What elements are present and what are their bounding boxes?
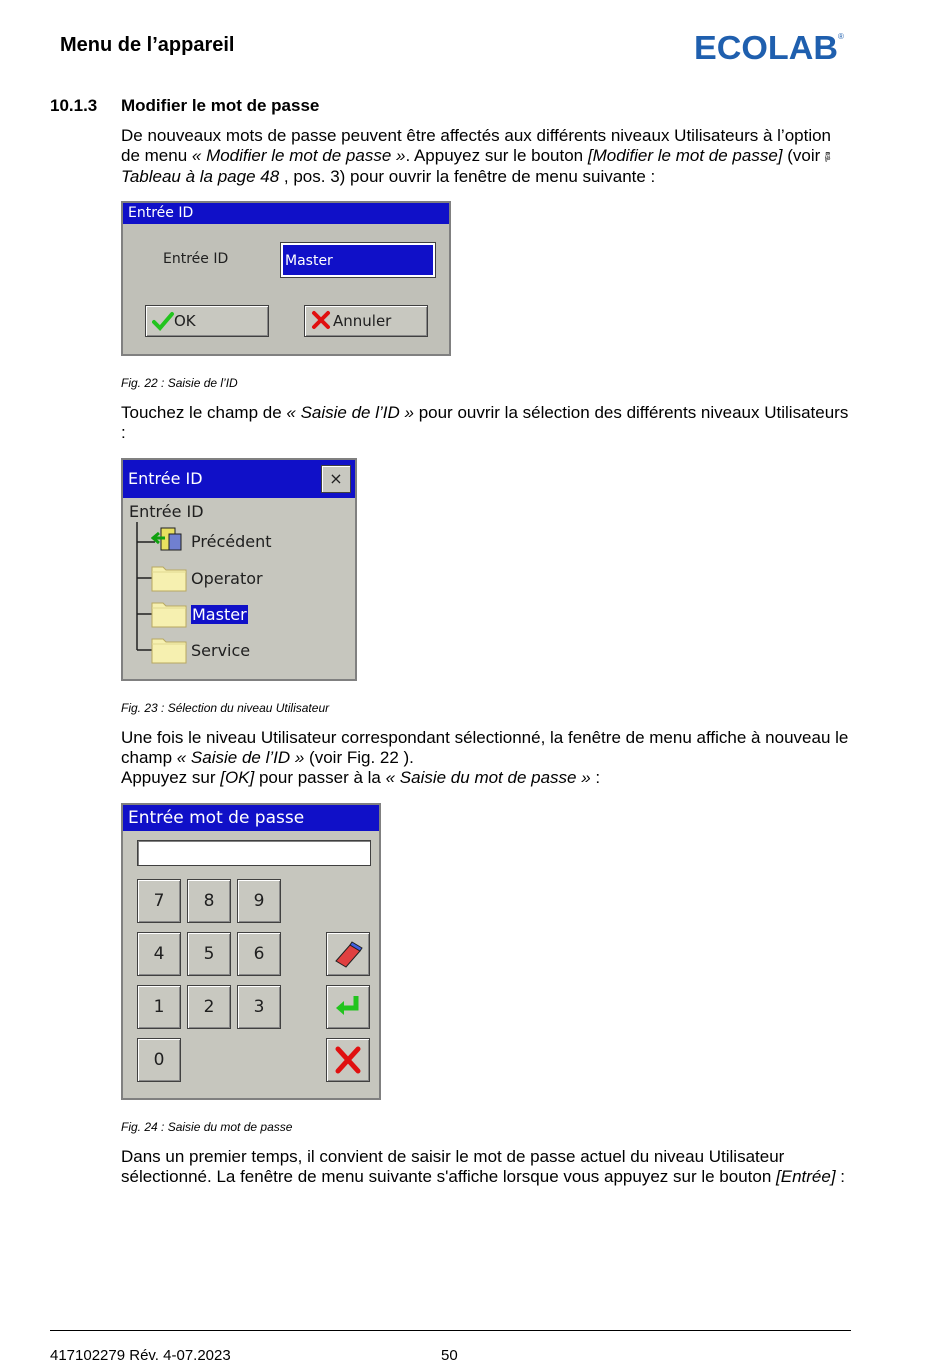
text-run: (voir — [782, 146, 826, 165]
text-run: , pos. 3) pour ouvrir la fenêtre de menu suivante : — [279, 167, 656, 186]
eraser-icon — [332, 939, 364, 969]
text-run: : — [835, 1167, 846, 1186]
italic-run: [Modifier le mot de passe] — [587, 146, 783, 165]
password-input[interactable] — [137, 840, 371, 866]
close-button[interactable]: × — [321, 465, 351, 493]
text-run: : — [590, 768, 601, 787]
close-x-icon — [332, 1045, 364, 1075]
id-entry-dialog — [121, 201, 451, 356]
user-level-dialog — [121, 458, 357, 681]
close-x-icon — [311, 310, 331, 330]
password-entry-dialog — [121, 803, 381, 1100]
paragraph-3 — [121, 728, 851, 788]
paragraph-4 — [121, 1147, 851, 1187]
svg-text:ECOLAB: ECOLAB — [694, 30, 838, 62]
folder-icon — [151, 634, 187, 664]
tree-item-master[interactable]: Master — [192, 605, 247, 624]
tree-item-service[interactable]: Service — [191, 641, 251, 660]
italic-run: « Modifier le mot de passe » — [191, 146, 406, 165]
key-2[interactable]: 2 — [187, 985, 231, 1029]
italic-run: « Saisie de l’ID » — [286, 403, 414, 422]
eraser-button[interactable] — [326, 932, 370, 976]
ecolab-logo-graphic — [694, 30, 844, 62]
tree-item-precedent[interactable]: Précédent — [191, 532, 272, 551]
reference-arrow-icon: 🖗 — [825, 149, 831, 164]
key-0[interactable]: 0 — [137, 1038, 181, 1082]
paragraph-2 — [121, 403, 851, 443]
key-9[interactable]: 9 — [237, 879, 281, 923]
key-8[interactable]: 8 — [187, 879, 231, 923]
id-entry-field[interactable]: Master — [281, 243, 435, 277]
cancel-button[interactable] — [326, 1038, 370, 1082]
document-reference: 417102279 Rév. 4-07.2023 — [50, 1347, 231, 1362]
cancel-button-label: Annuler — [333, 312, 392, 330]
enter-arrow-icon — [332, 992, 364, 1022]
dialog-title: Entrée ID — [123, 203, 449, 224]
text-run: De nouveaux mots de passe peuvent être affectés aux différents niveaux Utilisateurs à l’option de menu — [121, 126, 832, 165]
folder-icon — [151, 562, 187, 592]
page-header-title: Menu de l’appareil — [60, 34, 235, 56]
italic-run: [Entrée] — [776, 1167, 836, 1186]
italic-run: [OK] — [220, 768, 255, 787]
text-run: Une fois le niveau Utilisateur correspondant sélectionné, la fenêtre de menu affiche à nouveau le champ — [121, 728, 849, 767]
dialog-title: Entrée ID — [123, 460, 355, 498]
figure-caption: Fig. 22 : Saisie de l’ID — [121, 376, 238, 390]
tree-item-operator[interactable]: Operator — [191, 569, 263, 588]
key-4[interactable]: 4 — [137, 932, 181, 976]
cancel-button[interactable] — [304, 305, 428, 337]
text-run: Dans un premier temps, il convient de saisir le mot de passe actuel du niveau Utilisateur sélectionné. La fenêtre de menu suivante s'affiche lorsque vous appuyez sur le bouton — [121, 1147, 785, 1186]
text-run: . Appuyez sur le bouton — [405, 146, 588, 165]
dialog-title: Entrée mot de passe — [123, 805, 379, 831]
key-1[interactable]: 1 — [137, 985, 181, 1029]
italic-run: « Saisie de l’ID » — [176, 748, 305, 767]
key-5[interactable]: 5 — [187, 932, 231, 976]
enter-button[interactable] — [326, 985, 370, 1029]
svg-text:®: ® — [838, 32, 844, 41]
section-title: Modifier le mot de passe — [121, 96, 320, 115]
text-run: Touchez le champ de — [121, 403, 287, 422]
table-link[interactable]: Tableau à la page 48 — [121, 167, 280, 186]
id-entry-label: Entrée ID — [163, 251, 229, 267]
text-run: (voir Fig. 22 ). — [304, 748, 414, 767]
back-door-icon — [151, 524, 187, 554]
folder-icon — [151, 598, 187, 628]
checkmark-icon — [152, 310, 174, 332]
text-run: pour passer à la — [254, 768, 386, 787]
text-run: Appuyez sur — [121, 768, 221, 787]
key-3[interactable]: 3 — [237, 985, 281, 1029]
intro-paragraph — [121, 126, 851, 187]
figure-caption: Fig. 23 : Sélection du niveau Utilisateur — [121, 701, 330, 715]
key-7[interactable]: 7 — [137, 879, 181, 923]
footer-rule — [50, 1330, 851, 1331]
key-6[interactable]: 6 — [237, 932, 281, 976]
page-number: 50 — [441, 1347, 458, 1362]
italic-run: « Saisie du mot de passe » — [385, 768, 591, 787]
tree-root-label: Entrée ID — [129, 502, 204, 521]
ok-button-label: OK — [174, 312, 196, 330]
ok-button[interactable] — [145, 305, 269, 337]
text-run: pour ouvrir la sélection des différents niveaux Utilisateurs : — [121, 403, 849, 442]
figure-caption: Fig. 24 : Saisie du mot de passe — [121, 1120, 293, 1134]
ecolab-logo — [694, 30, 844, 62]
section-number: 10.1.3 — [50, 96, 98, 115]
